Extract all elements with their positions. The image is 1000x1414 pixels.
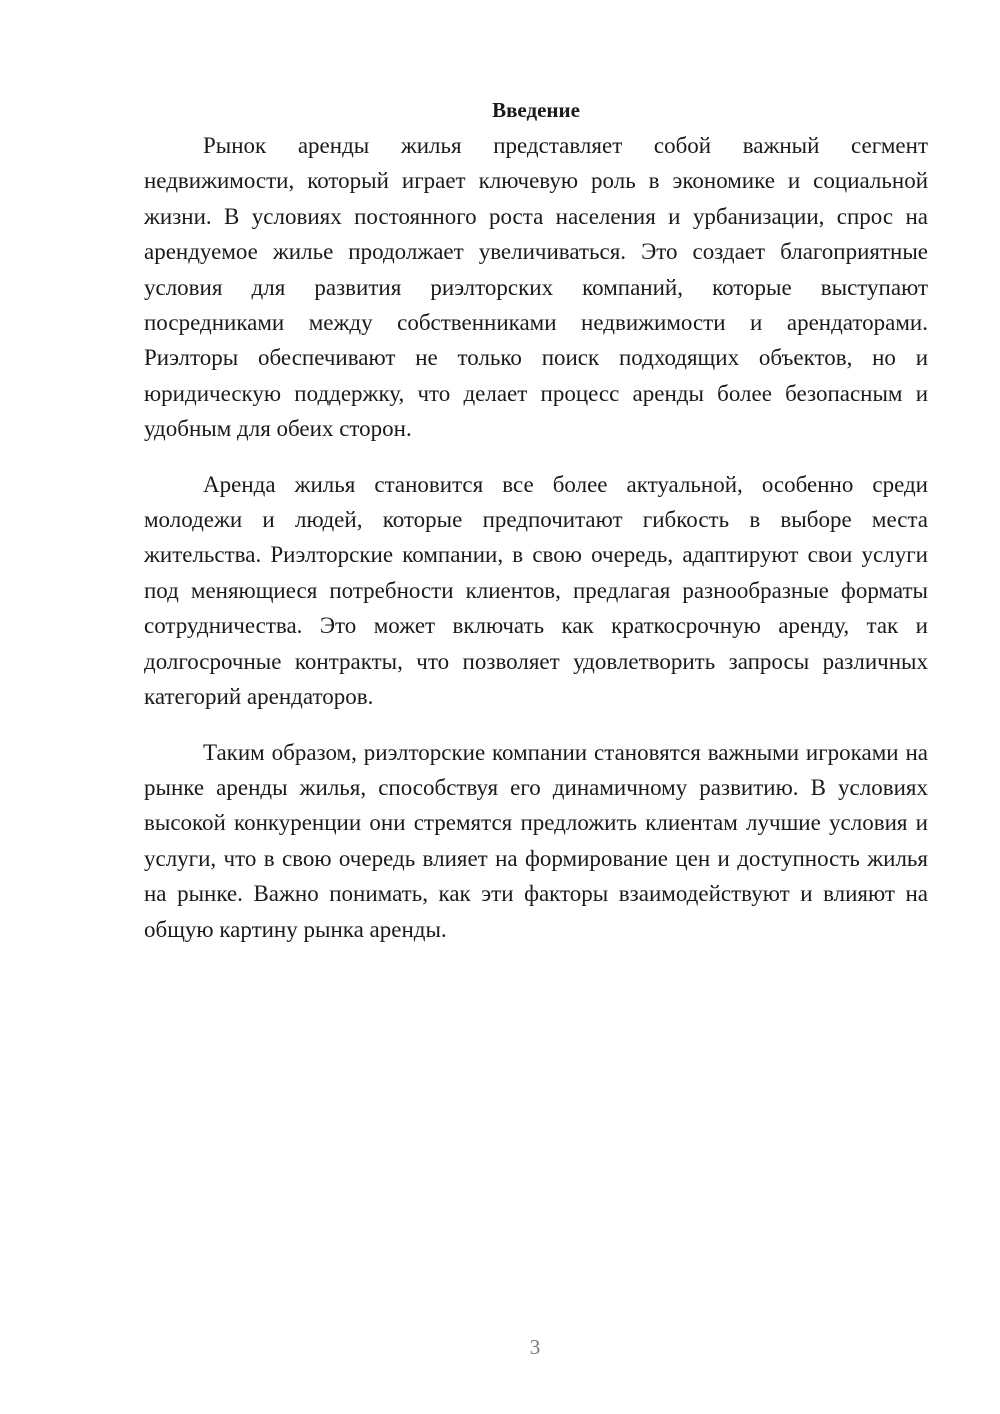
section-title: Введение [492, 98, 580, 122]
paragraph-1: Рынок аренды жилья представляет собой важный сегмент недвижимости, который играет ключевую роль в экономике и социальной жизни. В условиях постоянного роста населения и урбанизации, спрос на арендуемое жилье продолжает увеличиваться. Это создает благоприятные условия для развития риэлторских компаний, которые выступают посредниками между собственниками недвижимости и арендаторами. Риэлторы обеспечивают не только поиск подходящих объектов, но и юридическую поддержку, что делает процесс аренды более безопасным и удобным для обеих сторон. [144, 133, 928, 442]
page-number: 3 [529, 1335, 541, 1359]
page-content [144, 94, 928, 967]
paragraph-3: Таким образом, риэлторские компании становятся важными игроками на рынке аренды жилья, способствуя его динамичному развитию. В условиях высокой конкуренции они стремятся предложить клиентам лучшие условия и услуги, что в свою очередь влияет на формирование цен и доступность жилья на рынке. Важно понимать, как эти факторы взаимодействуют и влияют на общую картину рынка аренды. [144, 739, 928, 942]
paragraph-2: Аренда жилья становится все более актуальной, особенно среди молодежи и людей, которые предпочитают гибкость в выборе места жительства. Риэлторские компании, в свою очередь, адаптируют свои услуги под меняющиеся потребности клиентов, предлагая разнообразные форматы сотрудничества. Это может включать как краткосрочную аренду, так и долгосрочные контракты, что позволяет удовлетворить запросы различных категорий арендаторов. [144, 471, 928, 710]
